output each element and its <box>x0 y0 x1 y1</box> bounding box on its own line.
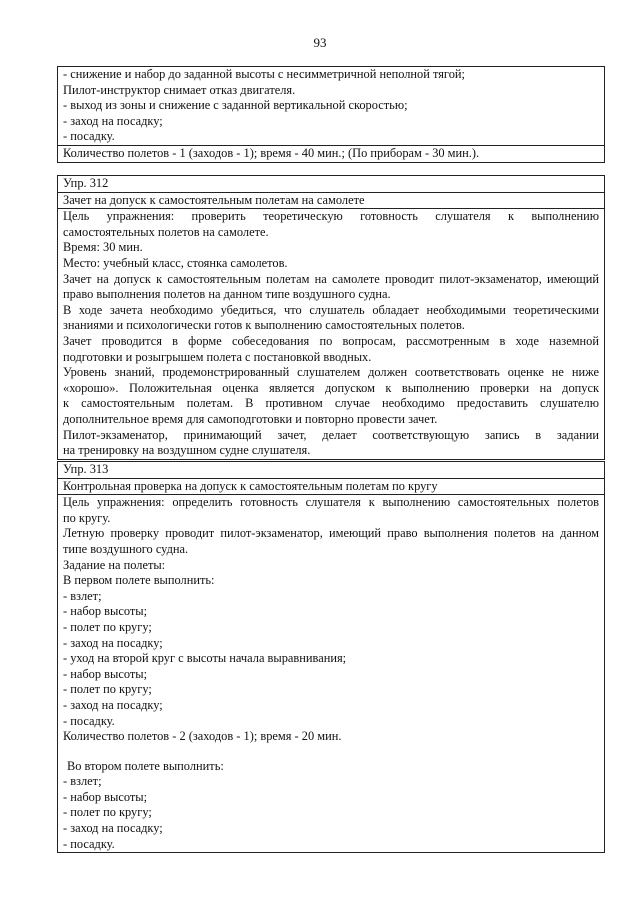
paragraph-line: на тренировку на воздушном судне слушателя. <box>63 443 311 458</box>
list-item: - набор высоты; <box>63 666 148 681</box>
list-item: - выход из зоны и снижение с заданной вертикальной скоростью; <box>63 98 408 113</box>
list-item: - взлет; <box>63 774 102 789</box>
list-item: - заход на посадку; <box>63 821 163 836</box>
goal-line: по кругу. <box>63 510 111 525</box>
flight-count-row <box>58 145 604 162</box>
exercise-number <box>58 462 604 478</box>
flight-count-text: Количество полетов - 2 (заходов - 1); время - 20 мин. <box>63 729 342 744</box>
exercise-title <box>58 478 604 495</box>
list-item: - снижение и набор до заданной высоты с несимметричной неполной тягой; <box>63 67 465 81</box>
exercise-title-text: Контрольная проверка на допуск к самостоятельным полетам по кругу <box>63 478 438 493</box>
first-flight-header: В первом полете выполнить: <box>63 573 215 588</box>
exercise-313-box <box>57 461 605 853</box>
paragraph-line: дополнительное время для самоподготовки и повторно провести зачет. <box>63 411 438 426</box>
paragraph-line: Пилот-экзаменатор, принимающий зачет, делает соответствующую запись в задании <box>63 427 599 442</box>
paragraph-line: Летную проверку проводит пилот-экзаменатор, имеющий право выполнения полетов на данном <box>63 526 599 541</box>
paragraph-line: к самостоятельным полетам. В противном случае необходимо предоставить слушателю <box>63 396 599 411</box>
exercise-continuation-box <box>57 66 605 163</box>
paragraph-line: Зачет проводится в форме собеседования по вопросам, рассмотренным в ходе наземной <box>63 333 599 348</box>
exercise-number <box>58 176 604 192</box>
paragraph-line: Зачет на допуск к самостоятельным полетам на самолете проводит пилот-экзаменатор, имеющий <box>63 271 599 286</box>
list-item: - заход на посадку; <box>63 113 163 128</box>
second-flight-header: Во втором полете выполнить: <box>67 758 224 773</box>
exercise-title <box>58 192 604 209</box>
exercise-body <box>58 494 604 852</box>
paragraph-line: В ходе зачета необходимо убедиться, что слушатель обладает необходимыми теоретическими <box>63 302 599 317</box>
list-item: - полет по кругу; <box>63 682 152 697</box>
exercise-body <box>58 208 604 459</box>
paragraph-line: право выполнения полетов на данном типе воздушного судна. <box>63 287 391 302</box>
list-item: - полет по кругу; <box>63 619 152 634</box>
list-item: - набор высоты; <box>63 604 148 619</box>
task-header: Задание на полеты: <box>63 557 166 572</box>
list-item: - посадку. <box>63 836 115 851</box>
place-text: Место: учебный класс, стоянка самолетов. <box>63 255 288 270</box>
list-item: - уход на второй круг с высоты начала выравнивания; <box>63 651 347 666</box>
list-item: - посадку. <box>63 129 115 144</box>
list-item: - взлет; <box>63 588 102 603</box>
goal-line: самостоятельных полетов на самолете. <box>63 224 269 239</box>
paragraph-line: подготовки и розыгрышем полета с постановкой вводных. <box>63 349 372 364</box>
exercise-312-box <box>57 175 605 460</box>
list-item: - заход на посадку; <box>63 635 163 650</box>
time-text: Время: 30 мин. <box>63 240 143 255</box>
second-flight-list <box>63 774 599 852</box>
list-item: - заход на посадку; <box>63 697 163 712</box>
list-item: - посадку. <box>63 713 115 728</box>
continuation-list <box>58 67 604 145</box>
list-item: - набор высоты; <box>63 789 148 804</box>
exercise-title-text: Зачет на допуск к самостоятельным полетам на самолете <box>63 192 365 207</box>
paragraph-line: Уровень знаний, продемонстрированный слушателем должен соответствовать оценке не ниже <box>63 365 599 380</box>
spacer <box>63 745 599 759</box>
flight-count-text: Количество полетов - 1 (заходов - 1); время - 40 мин.; (По приборам - 30 мин.). <box>63 145 480 160</box>
goal-line: Цель упражнения: определить готовность слушателя к выполнению самостоятельных полетов <box>63 495 599 510</box>
list-item: Пилот-инструктор снимает отказ двигателя. <box>63 82 296 97</box>
exercise-number-text: Упр. 312 <box>63 176 109 190</box>
paragraph-line: типе воздушного судна. <box>63 541 189 556</box>
paragraph-line: «хорошо». Положительная оценка является допуском к выполнению проверки на допуск <box>63 380 599 395</box>
page-number: 93 <box>313 35 327 50</box>
first-flight-list <box>63 589 599 729</box>
list-item: - полет по кругу; <box>63 805 152 820</box>
goal-line: Цель упражнения: проверить теоретическую готовность слушателя к выполнению <box>63 209 599 224</box>
paragraph-line: знаниями и психологически готов к выполнению самостоятельных полетов. <box>63 318 465 333</box>
exercise-number-text: Упр. 313 <box>63 462 109 476</box>
